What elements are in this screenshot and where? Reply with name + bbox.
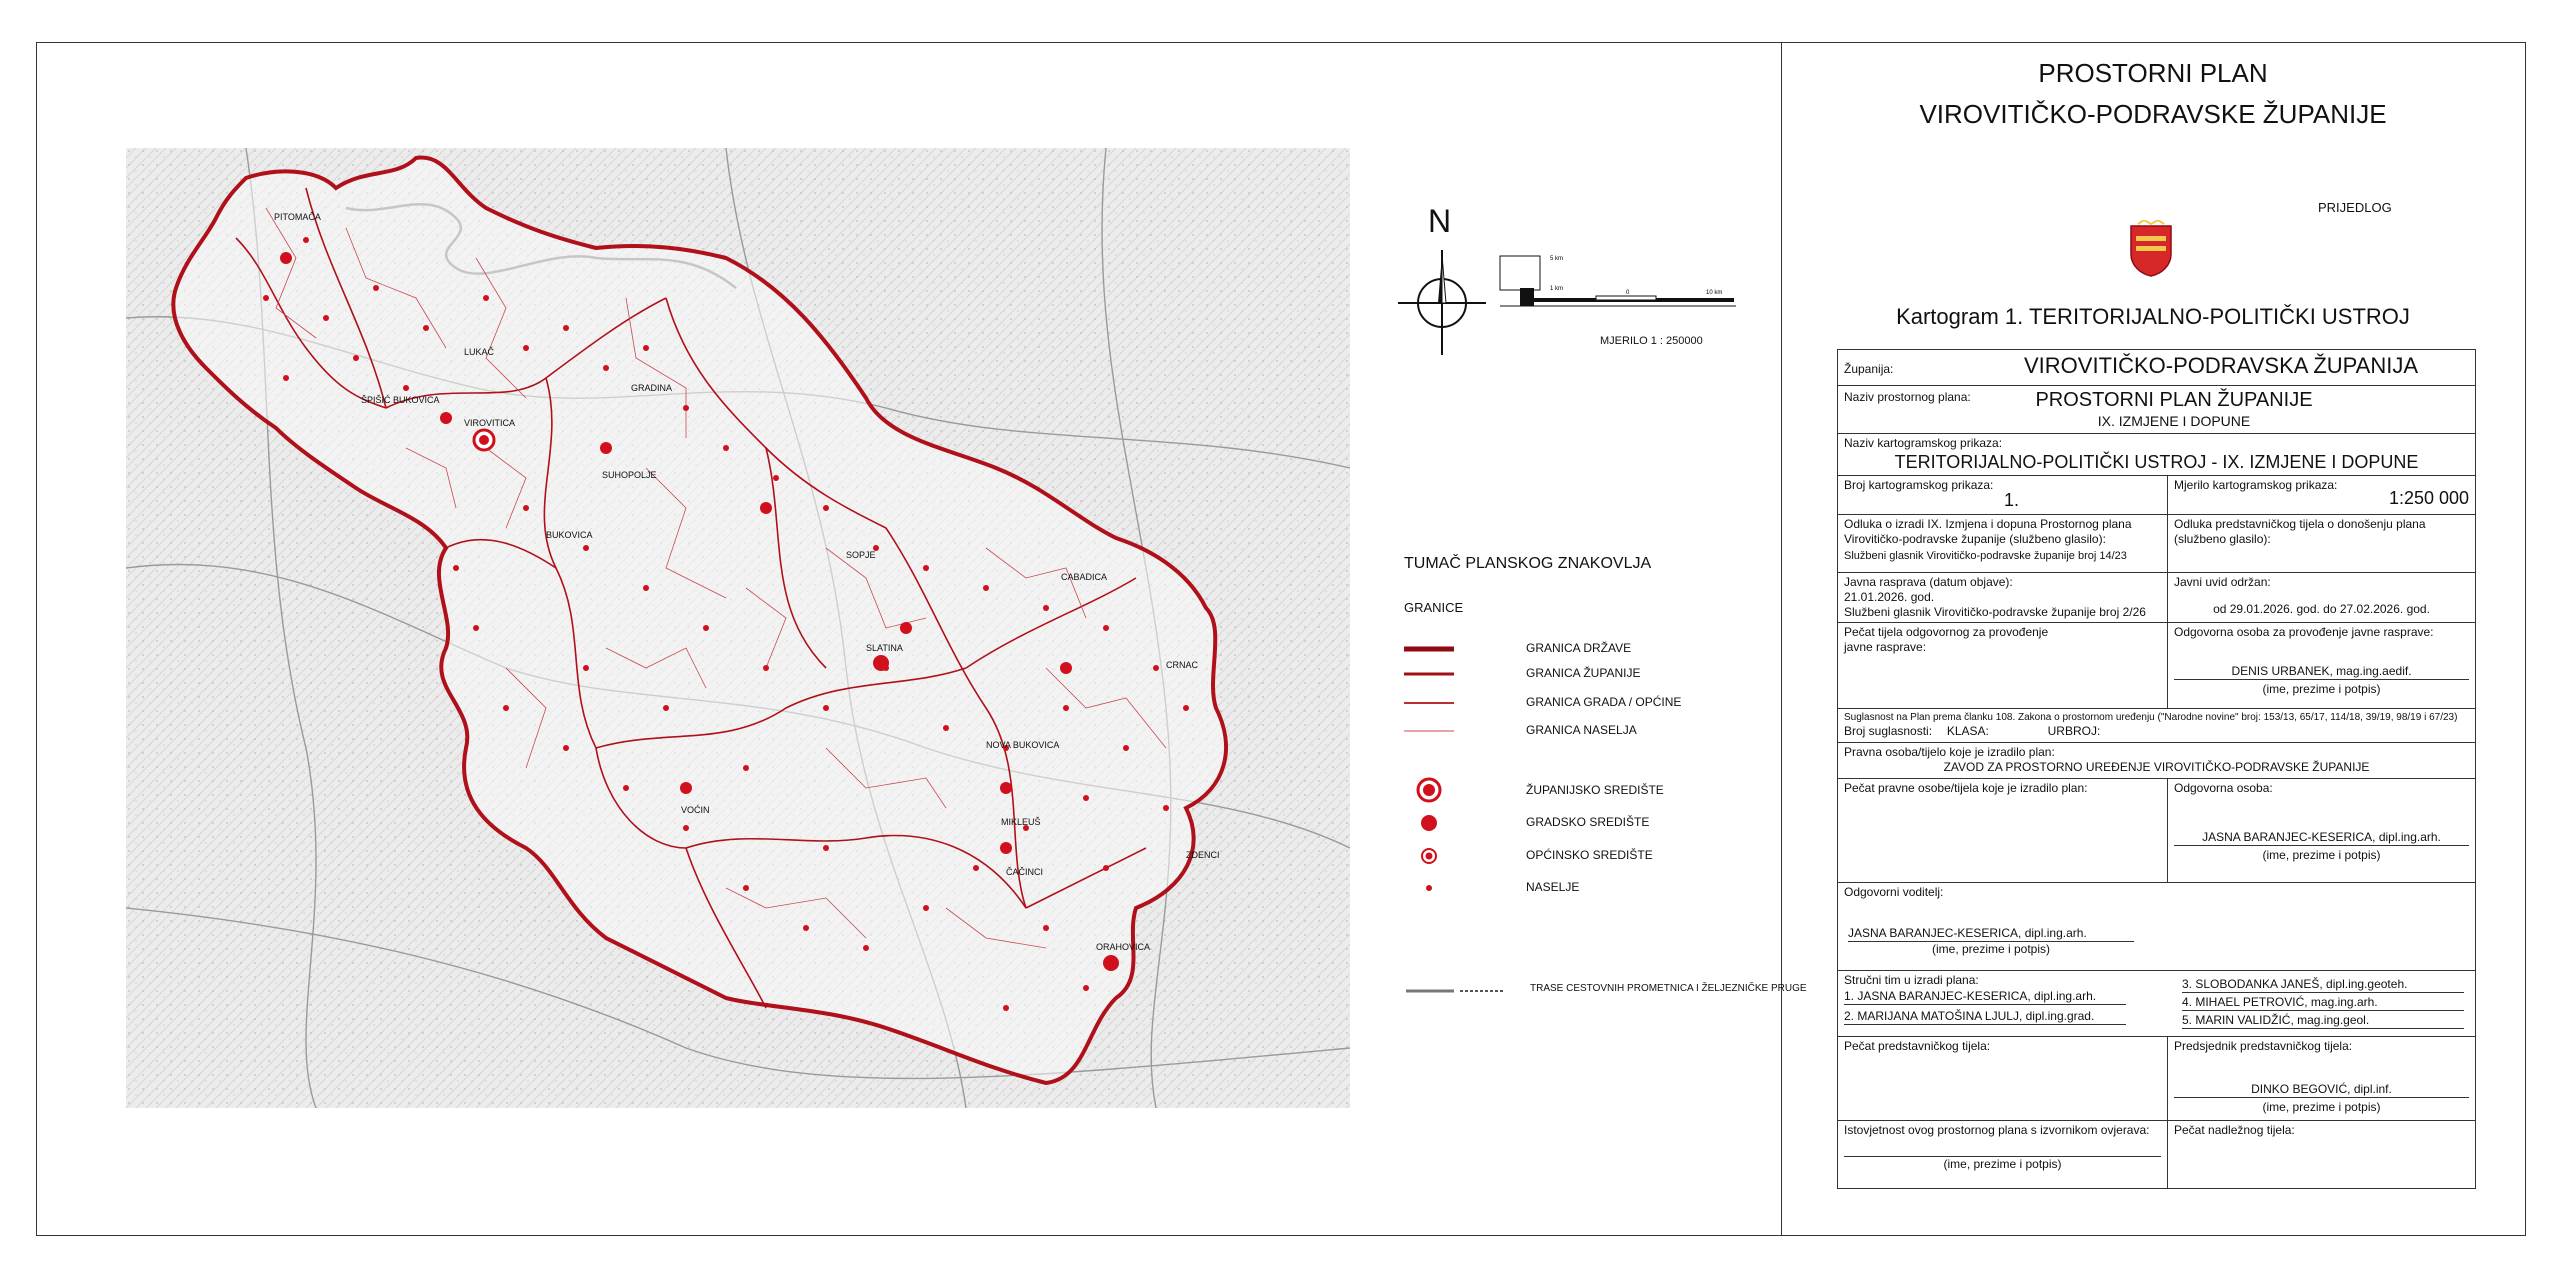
label-bukovica: BUKOVICA <box>546 530 593 540</box>
label-cacinci: ČAČINCI <box>1006 867 1044 877</box>
broj-value: 1. <box>2004 490 2020 510</box>
prikaz-value: TERITORIJALNO-POLITIČKI USTROJ - IX. IZMJENE I DOPUNE <box>1894 451 2419 472</box>
cell-broj <box>1838 476 2168 515</box>
odluka-izrada-value: Službeni glasnik Virovitičko-podravske županije broj 14/23 <box>1844 549 2127 562</box>
county-border-symbol <box>1404 663 1484 685</box>
sign-caption: (ime, prezime i potpis) <box>2262 1099 2381 1114</box>
legend-item-municipal-center <box>1404 845 1784 867</box>
north-letter: N <box>1428 203 1452 239</box>
coat-of-arms-icon <box>2128 220 2174 278</box>
cell-prikaz <box>1838 433 2476 476</box>
tim-label: Stručni tim u izradi plana: <box>1844 972 1979 987</box>
rasprava-date: 21.01.2026. god. <box>1844 589 1935 604</box>
legend-item-town-center <box>1404 812 1784 834</box>
pecat-nadleznog-label: Pečat nadležnog tijela: <box>2174 1122 2295 1137</box>
label-pitomaca: PITOMAČA <box>274 212 321 222</box>
predsjednik-label: Predsjednik predstavničkog tijela: <box>2174 1038 2353 1053</box>
label-crnac: CRNAC <box>1166 660 1199 670</box>
kartogram-title: Kartogram 1. TERITORIJALNO-POLITIČKI USTROJ <box>1896 304 2410 329</box>
row-plan <box>1838 386 2476 434</box>
sign-caption: (ime, prezime i potpis) <box>1931 941 2051 956</box>
odgovorna-label: Odgovorna osoba: <box>2174 780 2273 795</box>
urbroj-label: URBROJ: <box>2047 723 2101 738</box>
town-center-symbol <box>1404 812 1484 834</box>
settlement-border-symbol <box>1404 720 1484 742</box>
cell-tim <box>1838 970 2476 1036</box>
cell-istovjetnost <box>1838 1120 2168 1188</box>
suglasnost-broj-label: Broj suglasnosti: <box>1844 723 1933 738</box>
title-line-2: VIROVITIČKO-PODRAVSKE ŽUPANIJE <box>1919 99 2387 129</box>
cell-odgovorna-rasprava <box>2168 622 2476 708</box>
label-vocin: VOĆIN <box>681 805 710 815</box>
row-zupanija <box>1838 350 2476 386</box>
label-sopje: SOPJE <box>846 550 876 560</box>
row-voditelj <box>1838 882 2476 970</box>
county-map[interactable] <box>126 148 1350 1108</box>
legend-item-roads <box>1404 980 1807 1002</box>
legend-label: GRANICA NASELJA <box>1526 723 1637 737</box>
label-suhopolje: SUHOPOLJE <box>602 470 657 480</box>
legend-label: ŽUPANIJSKO SREDIŠTE <box>1526 783 1664 797</box>
cell-pecat-nadleznog <box>2168 1120 2476 1188</box>
voditelj-name: JASNA BARANJEC-KESERICA, dipl.ing.arh. <box>1848 926 2134 942</box>
pecat-rasprava-label: Pečat tijela odgovornog za provođenje javne rasprave: <box>1844 624 2049 654</box>
pecat-predstavnickog-label: Pečat predstavničkog tijela: <box>1844 1038 1991 1053</box>
odluka-donosenje-label: Odluka predstavničkog tijela o donošenju plana (službeno glasilo): <box>2174 516 2426 546</box>
roads-symbol <box>1404 980 1524 1002</box>
label-lukac: LUKAČ <box>464 347 495 357</box>
izradio-value: ZAVOD ZA PROSTORNO UREĐENJE VIROVITIČKO-PODRAVSKE ŽUPANIJE <box>1943 759 2370 774</box>
legend-title: TUMAČ PLANSKOG ZNAKOVLJA <box>1404 555 1652 572</box>
plan-value: PROSTORNI PLAN ŽUPANIJE <box>2035 389 2313 411</box>
legend-label: GRANICA GRADA / OPĆINE <box>1526 695 1682 709</box>
plan-title <box>1782 56 2524 130</box>
plan-sub: IX. IZMJENE I DOPUNE <box>2097 413 2251 429</box>
broj-label: Broj kartogramskog prikaza: <box>1844 478 1994 492</box>
voditelj-label: Odgovorni voditelj: <box>1844 884 1944 899</box>
cell-pecat-rasprava <box>1838 622 2168 708</box>
row-pecat-pravne <box>1838 778 2476 882</box>
uvid-value: od 29.01.2026. god. do 27.02.2026. god. <box>2213 601 2430 616</box>
zupanija-value: VIROVITIČKO-PODRAVSKA ŽUPANIJA <box>2024 353 2419 378</box>
cell-zupanija <box>1838 350 2476 386</box>
label-orahovica: ORAHOVICA <box>1096 942 1151 952</box>
tim-member-4: 4. MIHAEL PETROVIĆ, mag.ing.arh. <box>2182 995 2464 1011</box>
rasprava-glasnik: Službeni glasnik Virovitičko-podravske županije broj 2/26 <box>1844 604 2146 619</box>
legend-item-county-border <box>1404 663 1784 685</box>
tim-member-2: 2. MARIJANA MATOŠINA LJULJ, dipl.ing.grad. <box>1844 1009 2126 1025</box>
cell-rasprava <box>1838 572 2168 622</box>
legend-label: GRANICA DRŽAVE <box>1526 641 1632 655</box>
cell-uvid <box>2168 572 2476 622</box>
cell-odluka-donosenje <box>2168 514 2476 572</box>
suglasnost-text: Suglasnost na Plan prema članku 108. Zakona o prostornom uređenju ("Narodne novine" broj: 153/13, 65/17, 114/18, 39/19, 98/19 i 67/23) <box>1844 711 2458 723</box>
scale-label: MJERILO 1 : 250000 <box>1600 335 1703 347</box>
row-odluka <box>1838 514 2476 572</box>
klasa-label: KLASA: <box>1946 723 1989 738</box>
istovjetnost-label: Istovjetnost ovog prostornog plana s izvornikom ovjerava: <box>1844 1122 2150 1137</box>
row-predstavnicko <box>1838 1036 2476 1120</box>
city-border-symbol <box>1404 692 1484 714</box>
sign-caption: (ime, prezime i potpis) <box>2262 847 2381 862</box>
row-broj <box>1838 476 2476 515</box>
row-izradio <box>1838 742 2476 778</box>
municipal-center-symbol <box>1404 845 1484 867</box>
cell-predsjednik <box>2168 1036 2476 1120</box>
legend-group-title: GRANICE <box>1404 600 1464 615</box>
odluka-izrada-label: Odluka o izradi IX. Izmjena i dopuna Prostornog plana Virovitičko-podravske županije (službeno glasilo): <box>1844 516 2132 546</box>
sign-caption: (ime, prezime i potpis) <box>2262 681 2381 696</box>
map-graphic <box>126 148 1350 1108</box>
county-center-symbol <box>1404 776 1484 804</box>
odgovorna-rasprava-label: Odgovorna osoba za provođenje javne rasprave: <box>2174 624 2434 639</box>
legend-label: TRASE CESTOVNIH PROMETNICA I ŽELJEZNIČKE PRUGE <box>1530 983 1807 994</box>
row-pecat-rasprava <box>1838 622 2476 708</box>
settlement-symbol <box>1404 877 1484 899</box>
cell-odluka-izrada <box>1838 514 2168 572</box>
row-rasprava <box>1838 572 2476 622</box>
rasprava-label: Javna rasprava (datum objave): <box>1844 574 2013 589</box>
title-line-1: PROSTORNI PLAN <box>2038 58 2268 88</box>
plan-label: Naziv prostornog plana: <box>1844 390 1971 404</box>
legend-item-settlement-border <box>1404 720 1784 742</box>
uvid-label: Javni uvid održan: <box>2174 574 2271 589</box>
legend-item-city-border <box>1404 692 1784 714</box>
label-virovitica: VIROVITICA <box>464 418 516 428</box>
odgovorna-name: JASNA BARANJEC-KESERICA, dipl.ing.arh. <box>2174 828 2469 846</box>
cell-plan <box>1838 386 2476 434</box>
prikaz-label: Naziv kartogramskog prikaza: <box>1844 435 2003 450</box>
cell-voditelj <box>1838 882 2476 970</box>
predsjednik-name: DINKO BEGOVIĆ, dipl.inf. <box>2174 1080 2469 1098</box>
state-border-symbol <box>1404 638 1484 660</box>
legend-item-settlement <box>1404 877 1784 899</box>
sign-caption: (ime, prezime i potpis) <box>1943 1156 2062 1171</box>
legend-label: OPĆINSKO SREDIŠTE <box>1526 848 1653 862</box>
cell-pecat-pravne <box>1838 778 2168 882</box>
row-tim <box>1838 970 2476 1036</box>
cell-odgovorna <box>2168 778 2476 882</box>
odgovorna-rasprava-name: DENIS URBANEK, mag.ing.aedif. <box>2174 662 2469 680</box>
zupanija-label: Županija: <box>1844 362 1894 376</box>
label-nova-bukovica: NOVA BUKOVICA <box>986 740 1060 750</box>
legend-label: GRANICA ŽUPANIJE <box>1526 666 1641 680</box>
scale-mark-5km: 5 km <box>1550 256 1564 262</box>
label-gradina: GRADINA <box>631 383 673 393</box>
tim-member-5: 5. MARIN VALIDŽIĆ, mag.ing.geol. <box>2182 1013 2464 1029</box>
label-zdenci: ZDENCI <box>1186 850 1220 860</box>
label-mikleus: MIKLEUŠ <box>1001 817 1041 827</box>
row-prikaz <box>1838 433 2476 476</box>
cell-suglasnost <box>1838 708 2476 742</box>
cell-mjerilo <box>2168 476 2476 515</box>
mjerilo-label: Mjerilo kartogramskog prikaza: <box>2174 478 2338 492</box>
legend-label: GRADSKO SREDIŠTE <box>1526 815 1650 829</box>
status-label: PRIJEDLOG <box>2318 200 2392 215</box>
label-spisic: ŠPIŠIĆ BUKOVICA <box>361 395 440 405</box>
tim-member-3: 3. SLOBODANKA JANEŠ, dipl.ing.geoteh. <box>2182 977 2464 993</box>
legend-item-state-border <box>1404 638 1784 660</box>
cell-pecat-predstavnickog <box>1838 1036 2168 1120</box>
label-slatina: SLATINA <box>866 643 903 653</box>
scale-mark-10km: 10 km <box>1706 290 1723 296</box>
title-block-table <box>1837 349 2476 1189</box>
scale-mark-1km: 1 km <box>1550 286 1564 292</box>
row-suglasnost <box>1838 708 2476 742</box>
legend-label: NASELJE <box>1526 880 1580 894</box>
cell-izradio <box>1838 742 2476 778</box>
label-cabadica: CABADICA <box>1061 572 1108 582</box>
mjerilo-value: 1:250 000 <box>2388 488 2470 508</box>
pecat-pravne-label: Pečat pravne osobe/tijela koje je izradilo plan: <box>1844 780 2088 795</box>
row-istovjetnost <box>1838 1120 2476 1188</box>
tim-member-1: 1. JASNA BARANJEC-KESERICA, dipl.ing.arh. <box>1844 989 2126 1005</box>
izradio-label: Pravna osoba/tijelo koje je izradilo plan: <box>1844 744 2055 759</box>
scale-mark-0: 0 <box>1626 290 1630 296</box>
legend-item-county-center <box>1404 776 1784 804</box>
